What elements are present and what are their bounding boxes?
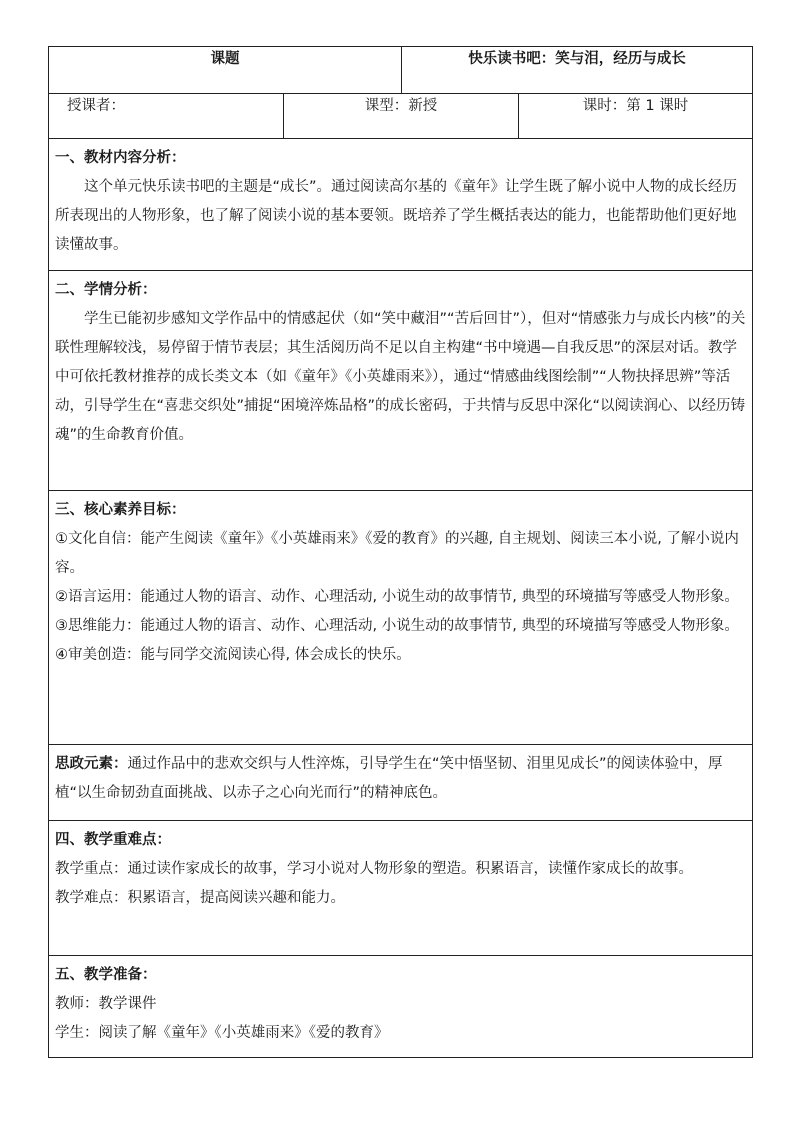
section-heading: 二、学情分析：: [55, 282, 157, 298]
goal-item: ③思维能力：能通过人物的语言、动作、心理活动, 小说生动的故事情节, 典型的环境描写等感受人物形象。: [55, 618, 739, 634]
lesson-plan-table: [48, 46, 753, 1058]
section-body: 这个单元快乐读书吧的主题是“成长”。通过阅读高尔基的《童年》让学生既了解小说中人物的成长经历所表现出的人物形象，也了解了阅读小说的基本要领。既培养了学生概括表达的能力，也能帮助他们更好地读懂故事。: [55, 179, 738, 253]
section-material-analysis: [49, 139, 753, 271]
goal-item: ④审美创造：能与同学交流阅读心得, 体会成长的快乐。: [55, 647, 411, 663]
goal-item: ①文化自信：能产生阅读《童年》《小英雄雨来》《爱的教育》的兴趣, 自主规划、阅读三本小说, 了解小说内容。: [55, 531, 739, 576]
student-prep-item: 学生：阅读了解《童年》《小英雄雨来》《爱的教育》: [55, 1025, 389, 1041]
teacher-cell: 授课者：: [49, 94, 284, 139]
section-label: 思政元素：: [55, 756, 128, 772]
key-point-item: 教学重点：通过读作家成长的故事，学习小说对人物形象的塑造。积累语言，读懂作家成长的故事。: [55, 861, 693, 877]
section-learner-analysis: [49, 271, 753, 491]
section-core-goals: [49, 491, 753, 745]
difficult-point-item: 教学难点：积累语言，提高阅读兴趣和能力。: [55, 890, 345, 906]
section-body: 通过作品中的悲欢交织与人性淬炼，引导学生在“笑中悟坚韧、泪里见成长”的阅读体验中，厚植“以生命韧劲直面挑战、以赤子之心向光而行”的精神底色。: [55, 756, 723, 801]
lesson-title: 快乐读书吧：笑与泪，经历与成长: [402, 47, 753, 94]
goal-item: ②语言运用：能通过人物的语言、动作、心理活动, 小说生动的故事情节, 典型的环境描写等感受人物形象。: [55, 589, 739, 605]
section-key-difficult-points: [49, 821, 753, 956]
lesson-plan-page: [48, 46, 752, 1058]
section-heading: 五、教学准备：: [55, 967, 157, 983]
meta-row: [49, 94, 753, 139]
section-preparation: [49, 956, 753, 1058]
section-heading: 三、核心素养目标：: [55, 502, 186, 518]
section-heading: 四、教学重难点：: [55, 832, 171, 848]
section-heading: 一、教材内容分析：: [55, 150, 186, 166]
topic-label: 课题: [49, 47, 402, 94]
header-row: [49, 47, 753, 94]
section-body: 学生已能初步感知文学作品中的情感起伏（如“笑中藏泪”“苦后回甘”），但对“情感张力与成长内核”的关联性理解较浅，易停留于情节表层；其生活阅历尚不足以自主构建“书中境遇—自我反思”的深层对话。教学中可依托教材推荐的成长类文本（如《童年》《小英雄雨来》），通过“情感曲线图绘制”“人物抉择思辨”等活动，引导学生在“喜悲交织处”捕捉“困境淬炼品格”的成长密码，于共情与反思中深化“以阅读润心、以经历铸魂”的生命教育价值。: [55, 311, 746, 443]
teacher-prep-item: 教师：教学课件: [55, 996, 157, 1012]
class-hours-cell: 课时：第 1 课时: [519, 94, 753, 139]
lesson-type-cell: 课型：新授: [284, 94, 519, 139]
section-ideology-elements: [49, 745, 753, 821]
